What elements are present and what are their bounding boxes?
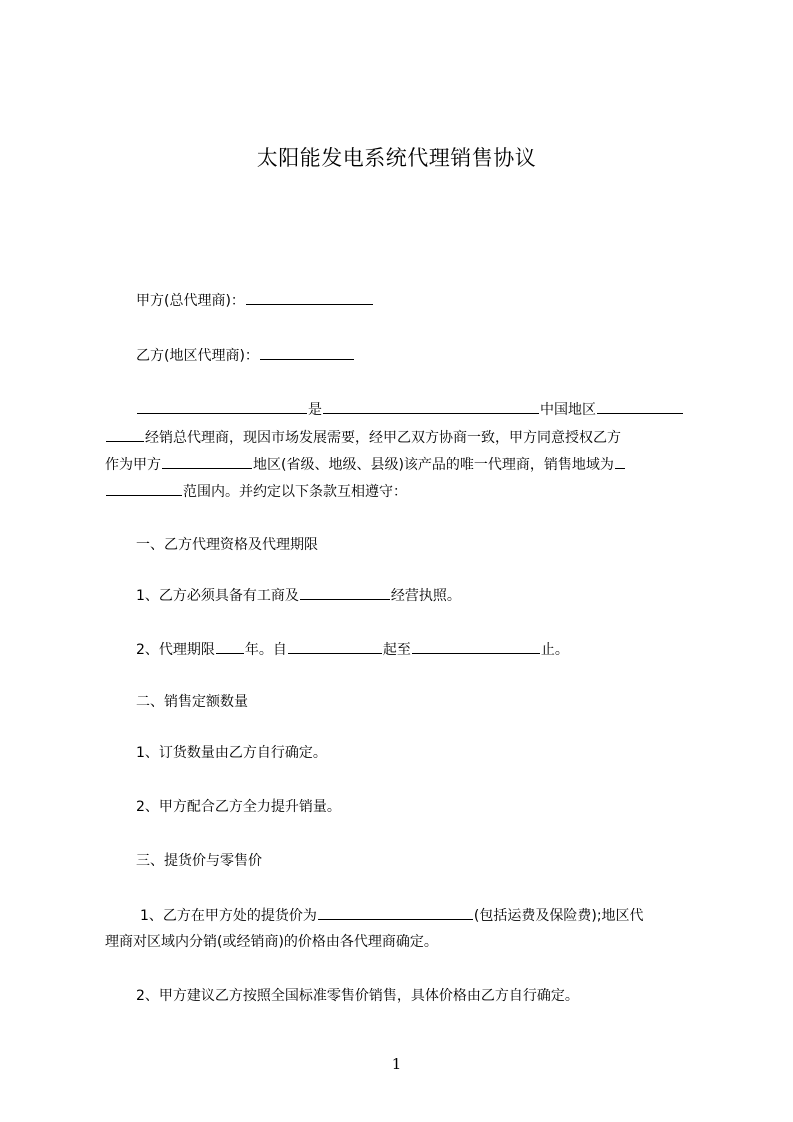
page-number: 1 <box>391 1055 402 1073</box>
s1-item2-text-a: 2、代理期限 <box>136 642 215 658</box>
intro-text-3b: 地区(省级、地级、县级)该产品的唯一代理商，销售地域为 <box>253 457 614 473</box>
s3-item1-blank <box>318 905 473 920</box>
s1-item2-blank-1 <box>216 639 244 654</box>
s3-item1-text-a: 1、乙方在甲方处的提货价为 <box>140 908 317 924</box>
intro-blank-2 <box>323 399 539 414</box>
section-2-heading: 二、销售定额数量 <box>136 694 248 710</box>
party-a-label: 甲方(总代理商)： <box>136 293 245 309</box>
s1-item1-text-a: 1、乙方必须具备有工商及 <box>136 588 299 604</box>
s1-item2-text-b: 年。自 <box>244 642 287 658</box>
section-3-heading: 三、提货价与零售价 <box>136 853 262 869</box>
section-1-item-2 <box>136 639 569 660</box>
s1-item2-text-d: 止。 <box>540 642 569 658</box>
s1-item2-blank-3 <box>412 639 540 654</box>
intro-blank-3 <box>597 399 683 414</box>
party-b-label: 乙方(地区代理商)： <box>136 348 259 364</box>
party-a-line <box>136 290 374 311</box>
intro-text-4: 范围内。并约定以下条款互相遵守： <box>183 484 407 500</box>
intro-line-4 <box>105 481 407 502</box>
intro-text-is: 是 <box>308 402 322 418</box>
s1-item1-text-b: 经营执照。 <box>390 588 461 604</box>
section-1-heading: 一、乙方代理资格及代理期限 <box>136 537 318 553</box>
s1-item2-text-c: 起至 <box>382 642 411 658</box>
party-a-blank <box>246 290 373 305</box>
intro-text-2: 经销总代理商，现因市场发展需要，经甲乙双方协商一致，甲方同意授权乙方 <box>145 430 621 446</box>
intro-blank-6 <box>615 454 625 469</box>
intro-line-2 <box>105 427 621 448</box>
intro-blank-1 <box>137 399 307 414</box>
s3-item1-text-b: (包括运费及保险费);地区代 <box>473 908 644 924</box>
party-b-blank <box>260 345 354 360</box>
section-2-item-2: 2、甲方配合乙方全力提升销量。 <box>136 799 341 815</box>
intro-blank-7 <box>106 481 182 496</box>
intro-text-china: 中国地区 <box>540 402 596 418</box>
intro-line-1 <box>136 399 684 420</box>
party-b-line <box>136 345 355 366</box>
intro-line-3 <box>105 454 626 475</box>
intro-blank-5 <box>162 454 252 469</box>
section-2-item-1: 1、订货数量由乙方自行确定。 <box>136 745 327 761</box>
intro-text-3a: 作为甲方 <box>105 457 161 473</box>
section-3-item-2: 2、甲方建议乙方按照全国标准零售价销售，具体价格由乙方自行确定。 <box>136 988 579 1004</box>
document-title: 太阳能发电系统代理销售协议 <box>256 146 537 170</box>
section-3-item-1 <box>140 905 644 926</box>
s1-item2-blank-2 <box>288 639 382 654</box>
section-3-item-1-cont: 理商对区域内分销(或经销商)的价格由各代理商确定。 <box>105 934 438 950</box>
intro-blank-4 <box>106 427 144 442</box>
s1-item1-blank <box>300 585 390 600</box>
section-1-item-1 <box>136 585 461 606</box>
